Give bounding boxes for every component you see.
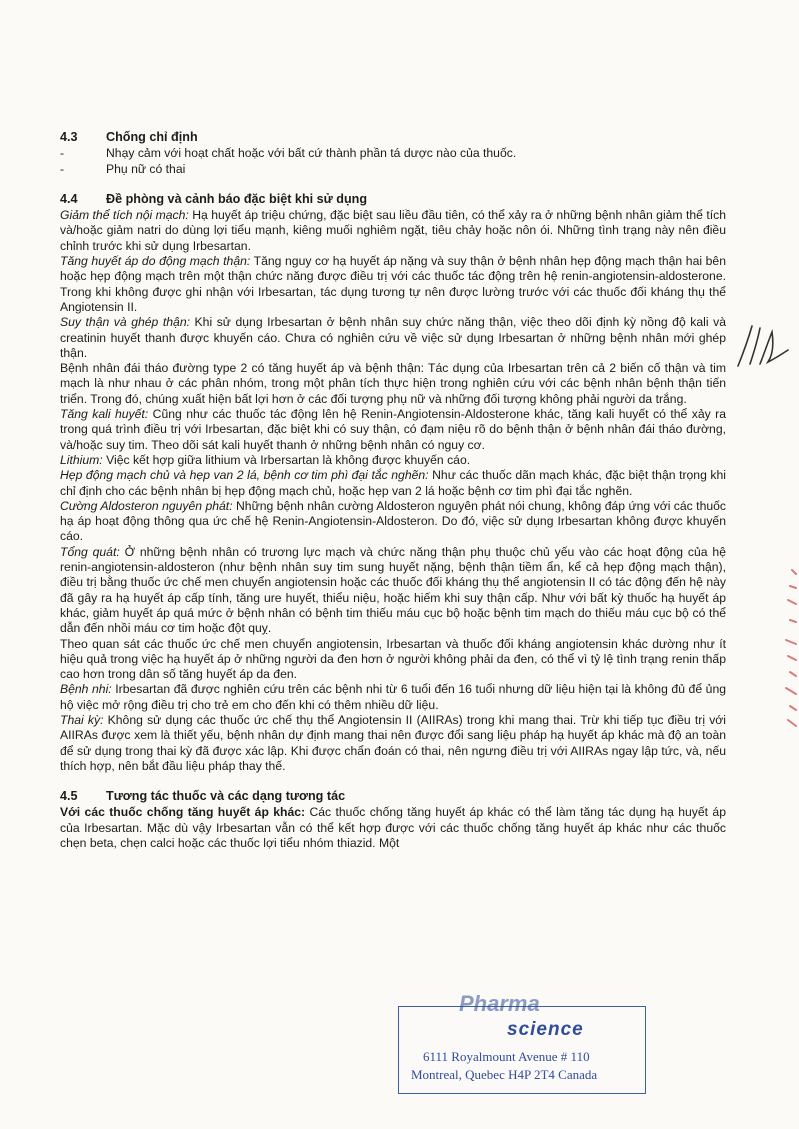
list-item-text: Nhạy cảm với hoạt chất hoặc với bất cứ thành phần tá dược nào của thuốc. [106,146,517,161]
section-title: Đề phòng và cảnh báo đặc biệt khi sử dụng [106,191,368,206]
stamp-address-line: Montreal, Quebec H4P 2T4 Canada [411,1067,598,1082]
paragraph-text: Việc kết hợp giữa lithium và Irbersartan là không được khuyến cáo. [102,452,471,467]
paragraph [60,208,726,254]
paragraph-label: Tổng quát: [60,544,120,559]
paragraph-text: Hạ huyết áp triệu chứng, đặc biệt sau liều đầu tiên, có thể xảy ra ở những bệnh nhân giảm thể tích và/hoặc giảm natri do dùng lợi tiểu mạnh, kiêng muối nghiêm ngặt, tiêu chảy hoặc nôn ói. Những tình trạng này nên điều chỉnh trước khi sử dụng Irbesartan. [60,208,726,253]
list-item [60,162,726,177]
paragraph-label: Với các thuốc chống tăng huyết áp khác: [60,805,306,820]
section-heading-4-3 [60,130,726,145]
paragraph [60,407,726,453]
paragraph [60,453,726,468]
paragraph [60,637,726,683]
red-stamp-fragment [778,560,798,730]
paragraph-label: Tăng kali huyết: [60,407,149,422]
paragraph-text: Irbesartan đã được nghiên cứu trên các bệnh nhi từ 6 tuổi đến 16 tuổi nhưng dữ liệu hiện tại là không đủ để ủng hộ việc mở rộng điều trị cho trẻ em cho đến khi có thêm nhiều dữ liệu. [60,682,727,712]
paragraph [60,499,726,545]
section-heading-4-4 [60,192,726,207]
paragraph-text: Ở những bệnh nhân có trương lực mạch và chức năng thận phụ thuộc chủ yếu vào các hoạt động của hệ renin-angiotensin-aldosteron (như bệnh nhân suy tim sung huyết nặng, bệnh thận tiềm ẩn, kể cả hẹp động mạch thận), điều trị bằng thuốc ức chế men chuyển angiotensin hoặc các thuốc đối kháng thụ thể angiotensin II có tác động đến hệ này đã gây ra hạ huyết áp cấp tính, tăng ure huyết, thiểu niệu, hoặc hiếm khi suy thận cấp. Như với bất kỳ thuốc hạ huyết áp khác, giảm huyết áp quá mức ở bệnh nhân có bệnh tim thiếu máu cục bộ hoặc bệnh tim mạch do thiếu máu cục bộ có thể dẫn đến nhồi máu cơ tim hoặc đột quỵ. [60,544,726,636]
paragraph-text: Theo quan sát các thuốc ức chế men chuyển angiotensin, Irbesartan và thuốc đối kháng angiotensin khác dường như ít hiệu quả trong việc hạ huyết áp ở những người da đen hơn ở người không phải da đen, có thể vì tỷ lệ tình trạng renin thấp cao hơn trong dân số tăng huyết áp da đen. [60,636,726,682]
bullet-dash: - [60,161,65,176]
paragraph-label: Thai kỳ: [60,712,104,727]
paragraph [60,315,726,361]
paragraph-label: Tăng huyết áp do động mạch thận: [60,254,251,269]
section-heading-4-5 [60,789,726,804]
section-number: 4.4 [60,191,78,206]
bullet-dash: - [60,146,65,161]
paragraph [60,682,726,713]
paragraph-label: Cường Aldosteron nguyên phát: [60,498,233,513]
paragraph [60,805,726,851]
paragraph [60,254,726,315]
paragraph-label: Hẹp động mạch chủ và hẹp van 2 lá, bệnh cơ tim phì đại tắc nghẽn: [60,468,429,483]
paragraph [60,361,726,407]
list-item-text: Phụ nữ có thai [106,161,186,176]
handwritten-signature [732,318,792,378]
section-number: 4.3 [60,130,78,144]
stamp-brand-top: Pharma [459,991,540,1016]
list-item [60,146,726,161]
paragraph-label: Suy thận và ghép thận: [60,315,190,330]
paragraph-text: Bệnh nhân đái tháo đường type 2 có tăng huyết áp và bệnh thận: Tác dụng của Irbesartan trên cả 2 biến cố thận và tim mạch là như nhau ở các phân nhóm, trong một phân tích thực hiện trong nghiên cứu với các bệnh nhân bệnh thận tiến triển. Trong đó, chúng xuất hiện bất lợi hơn ở các đối tượng phụ nữ và những đối tượng không phải người da trắng. [60,361,726,406]
section-title: Chống chỉ định [106,130,198,144]
paragraph [60,545,726,637]
paragraph-text: Các thuốc chống tăng huyết áp khác có thể làm tăng tác dụng hạ huyết áp của Irbesartan. Mặc dù vậy Irbesartan vẫn có thể kết hợp được với các thuốc chống tăng huyết áp khác như các thuốc chẹn beta, chẹn calci hoặc các thuốc lợi tiểu nhóm thiazid. Một [60,805,726,851]
paragraph-text: Khi sử dụng Irbesartan ở bệnh nhân suy chức năng thận, việc theo dõi định kỳ nồng độ kali và creatinin huyết thanh được khuyến cáo. Chưa có nghiên cứu về việc sử dụng Irbesartan ở những bệnh nhân mới ghép thận. [60,315,726,360]
paragraph [60,468,726,499]
document-page [60,130,726,851]
paragraph-text: Tăng nguy cơ hạ huyết áp nặng và suy thận ở bệnh nhân hẹp động mạch thận hai bên hoặc hẹp động mạch trên một thận chức năng được điều trị với các thuốc tác động trên hệ renin-angiotensin-aldosterone. Trong khi không được ghi nhận với Irbesartan, tác dụng tương tự nên được lường trước với các thuốc đối kháng thụ thể Angiotensin II. [60,254,726,314]
paragraph-label: Lithium: [60,452,103,467]
paragraph-text: Những bệnh nhân cường Aldosteron nguyên phát nói chung, không đáp ứng với các thuốc hạ áp hoạt động thông qua ức chế hệ Renin-Angiotensin-Aldosteron. Do đó, việc sử dụng Irbesartan không được khuyến cáo. [60,498,726,544]
paragraph-label: Bệnh nhi: [60,682,112,697]
stamp-address-line: 6111 Royalmount Avenue # 110 [423,1049,590,1064]
paragraph [60,713,726,774]
section-title: Tương tác thuốc và các dạng tương tác [106,789,346,804]
section-number: 4.5 [60,789,78,804]
stamp-brand: science [507,1019,584,1040]
paragraph-label: Giảm thể tích nội mạch: [60,208,189,223]
paragraph-text: Như các thuốc dãn mạch khác, đặc biệt thận trọng khi chỉ định cho các bệnh nhân bị hẹp động mạch chủ, hoặc hẹp van 2 lá hoặc bệnh cơ tim phì đại tắc nghẽn. [60,468,727,498]
paragraph-text: Không sử dụng các thuốc ức chế thụ thể Angiotensin II (AIIRAs) trong khi mang thai. Trừ khi tiếp tục điều trị với AIIRAs được xem là thiết yếu, bệnh nhân dự định mang thai nên được đổi sang liệu pháp hạ huyết áp khác mà độ an toàn để sử dụng trong thai kỳ đã được xác lập. Khi được chẩn đoán có thai, nên ngưng điều trị với AIIRAs ngay lập tức, và, nếu thích hợp, nên bắt đầu liệu pháp thay thế. [60,712,726,773]
company-stamp [398,991,646,1094]
paragraph-text: Cũng như các thuốc tác động lên hệ Renin-Angiotensin-Aldosterone khác, tăng kali huyết có thể xảy ra trong quá trình điều trị với Irbesartan, đặc biệt khi có suy thận, có đạm niệu rõ do bệnh thận ở bệnh nhân đái tháo đường, và/hoặc suy tim. Theo dõi sát kali huyết thanh ở những bệnh nhân có nguy cơ. [60,407,726,452]
